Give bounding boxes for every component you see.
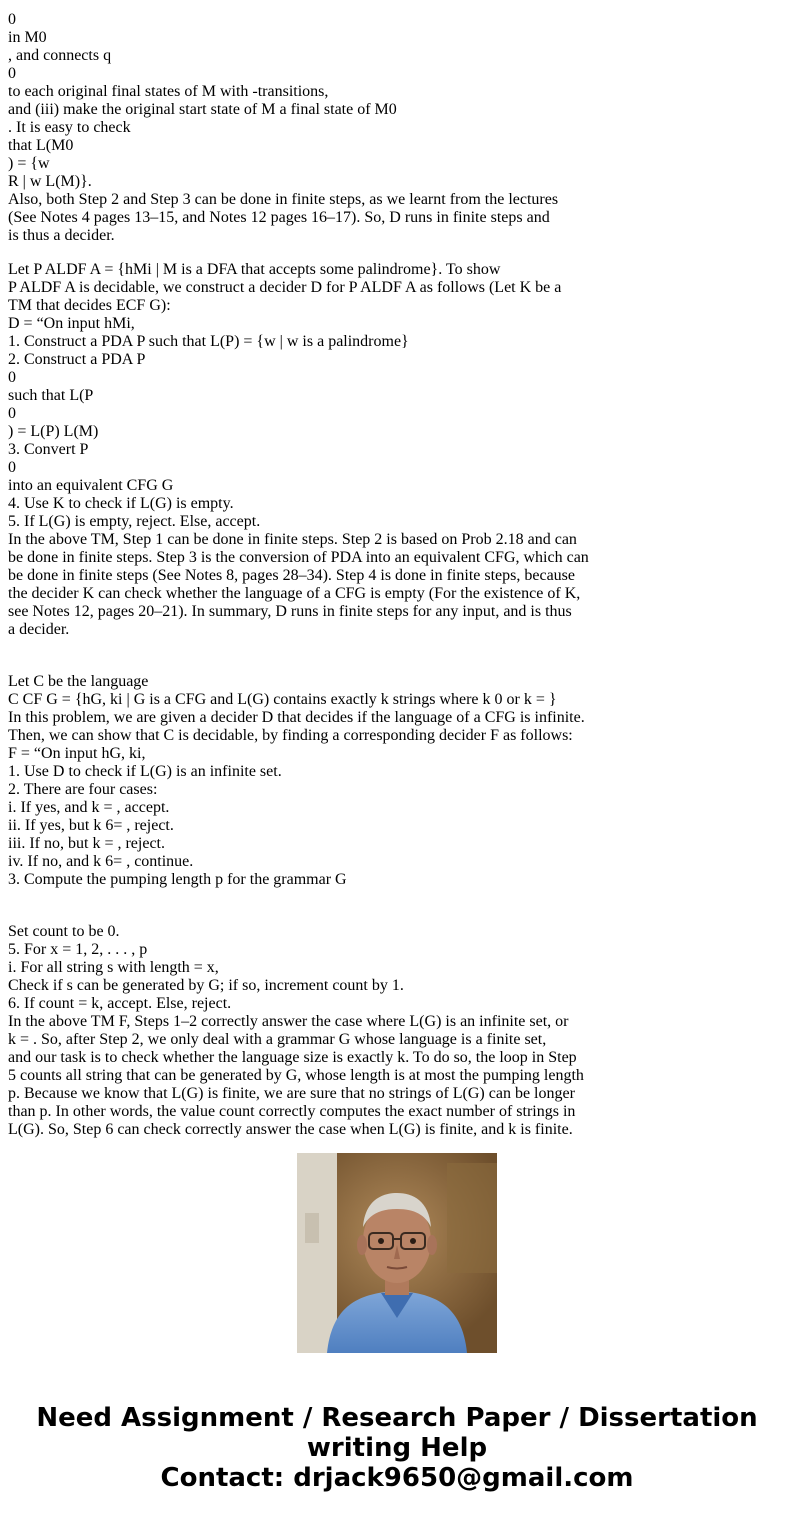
document-text xyxy=(8,0,788,1139)
text-line: 0 xyxy=(8,65,16,82)
text-line: in M0 xyxy=(8,29,47,46)
text-line: 0 xyxy=(8,459,16,476)
text-line: ) = L(P) L(M) xyxy=(8,423,99,440)
text-line: Also, both Step 2 and Step 3 can be done in finite steps, as we learnt from the lectures xyxy=(8,191,559,208)
text-line: 5 counts all string that can be generated by G, whose length is at most the pumping length xyxy=(8,1067,584,1084)
paragraph-gap xyxy=(8,639,788,673)
text-line: 0 xyxy=(8,11,16,28)
text-line: into an equivalent CFG G xyxy=(8,477,174,494)
text-line: Let P ALDF A = {hMi | M is a DFA that accepts some palindrome}. To show xyxy=(8,261,501,278)
text-line: be done in finite steps. Step 3 is the conversion of PDA into an equivalent CFG, which can xyxy=(8,549,589,566)
text-line: Then, we can show that C is decidable, by finding a corresponding decider F as follows: xyxy=(8,727,573,744)
text-line: 5. For x = 1, 2, . . . , p xyxy=(8,941,148,958)
section-palindrome-dfa xyxy=(8,261,788,639)
text-line: (See Notes 4 pages 13–15, and Notes 12 pages 16–17). So, D runs in finite steps and xyxy=(8,209,550,226)
text-line: to each original final states of M with -transitions, xyxy=(8,83,329,100)
text-line: is thus a decider. xyxy=(8,227,115,244)
promo-contact[interactable]: Contact: drjack9650@gmail.com xyxy=(160,1463,634,1493)
paragraph-gap xyxy=(8,245,788,261)
text-line: 6. If count = k, accept. Else, reject. xyxy=(8,995,232,1012)
text-line: k = . So, after Step 2, we only deal with a grammar G whose language is a finite set, xyxy=(8,1031,547,1048)
promo-banner xyxy=(0,1403,794,1493)
text-line: i. For all string s with length = x, xyxy=(8,959,219,976)
text-line: such that L(P xyxy=(8,387,94,404)
text-line: D = “On input hMi, xyxy=(8,315,135,332)
text-line: ii. If yes, but k 6= , reject. xyxy=(8,817,174,834)
text-line: and (iii) make the original start state of M a final state of M0 xyxy=(8,101,397,118)
text-line: TM that decides ECF G): xyxy=(8,297,171,314)
text-line: In this problem, we are given a decider D that decides if the language of a CFG is infinite. xyxy=(8,709,585,726)
text-line: iii. If no, but k = , reject. xyxy=(8,835,165,852)
promo-headline: Need Assignment / Research Paper / Dissertation xyxy=(36,1403,758,1433)
paragraph-gap xyxy=(8,889,788,923)
text-line: F = “On input hG, ki, xyxy=(8,745,146,762)
section-count-loop xyxy=(8,923,788,1139)
text-line: Let C be the language xyxy=(8,673,149,690)
text-line: R | w L(M)}. xyxy=(8,173,92,190)
text-line: In the above TM F, Steps 1–2 correctly answer the case where L(G) is an infinite set, or xyxy=(8,1013,569,1030)
person-photo-icon xyxy=(297,1153,497,1353)
avatar xyxy=(297,1153,497,1353)
text-line: L(G). So, Step 6 can check correctly answer the case when L(G) is finite, and k is finite. xyxy=(8,1121,573,1138)
text-line: a decider. xyxy=(8,621,70,638)
text-line: 1. Construct a PDA P such that L(P) = {w | w is a palindrome} xyxy=(8,333,409,350)
text-line xyxy=(8,0,788,11)
text-line: In the above TM, Step 1 can be done in finite steps. Step 2 is based on Prob 2.18 and can xyxy=(8,531,577,548)
text-line: , and connects q xyxy=(8,47,112,64)
text-line: ) = {w xyxy=(8,155,50,172)
section-cfg-count xyxy=(8,673,788,889)
text-line: P ALDF A is decidable, we construct a decider D for P ALDF A as follows (Let K be a xyxy=(8,279,562,296)
text-line: 3. Compute the pumping length p for the grammar G xyxy=(8,871,347,888)
text-line: 3. Convert P xyxy=(8,441,89,458)
text-line: 4. Use K to check if L(G) is empty. xyxy=(8,495,234,512)
text-line: the decider K can check whether the language of a CFG is empty (For the existence of K, xyxy=(8,585,581,602)
text-line: and our task is to check whether the language size is exactly k. To do so, the loop in Step xyxy=(8,1049,577,1066)
text-line: 0 xyxy=(8,369,16,386)
text-line: 1. Use D to check if L(G) is an infinite set. xyxy=(8,763,282,780)
text-line: see Notes 12, pages 20–21). In summary, D runs in finite steps for any input, and is thus xyxy=(8,603,572,620)
text-line: . It is easy to check xyxy=(8,119,131,136)
text-line: i. If yes, and k = , accept. xyxy=(8,799,170,816)
text-line: C CF G = {hG, ki | G is a CFG and L(G) contains exactly k strings where k 0 or k = } xyxy=(8,691,557,708)
text-line: Set count to be 0. xyxy=(8,923,120,940)
text-line: 0 xyxy=(8,405,16,422)
text-line: 5. If L(G) is empty, reject. Else, accept. xyxy=(8,513,261,530)
text-line: 2. Construct a PDA P xyxy=(8,351,146,368)
text-line: p. Because we know that L(G) is finite, we are sure that no strings of L(G) can be longer xyxy=(8,1085,575,1102)
promo-subline: writing Help xyxy=(306,1433,488,1463)
text-line: 2. There are four cases: xyxy=(8,781,158,798)
text-line: that L(M0 xyxy=(8,137,74,154)
text-line: iv. If no, and k 6= , continue. xyxy=(8,853,194,870)
text-line: Check if s can be generated by G; if so, increment count by 1. xyxy=(8,977,404,994)
section-reversal-proof xyxy=(8,0,788,245)
text-line: be done in finite steps (See Notes 8, pages 28–34). Step 4 is done in finite steps, because xyxy=(8,567,575,584)
text-line: than p. In other words, the value count correctly computes the exact number of strings in xyxy=(8,1103,576,1120)
